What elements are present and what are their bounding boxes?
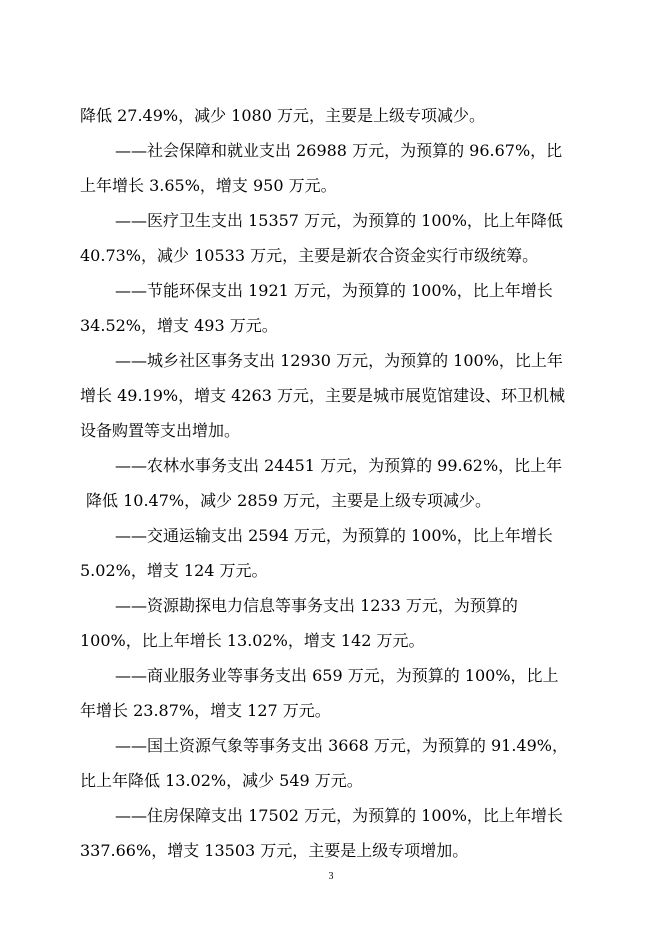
text-line: 337.66%，增支 13503 万元，主要是上级专项增加。	[80, 841, 469, 860]
text-line: 降低 10.47%，减少 2859 万元，主要是上级专项减少。	[86, 491, 491, 510]
text-line: ——商业服务业等事务支出 659 万元，为预算的 100%，比上	[115, 666, 559, 685]
text-line: 上年增长 3.65%，增支 950 万元。	[80, 176, 337, 195]
text-line: 100%，比上年增长 13.02%，增支 142 万元。	[80, 631, 425, 650]
text-line: ——医疗卫生支出 15357 万元，为预算的 100%，比上年降低	[115, 211, 563, 230]
text-line: ——节能环保支出 1921 万元，为预算的 100%，比上年增长	[115, 281, 553, 300]
text-line: ——城乡社区事务支出 12930 万元，为预算的 100%，比上年	[115, 351, 563, 370]
text-line: ——农林水事务支出 24451 万元，为预算的 99.62%，比上年	[115, 456, 563, 475]
text-line: 增长 49.19%，增支 4263 万元，主要是城市展览馆建设、环卫机械	[80, 386, 565, 405]
text-line: ——社会保障和就业支出 26988 万元，为预算的 96.67%，比	[115, 141, 563, 160]
text-line: 40.73%，减少 10533 万元，主要是新农合资金实行市级统筹。	[80, 246, 539, 265]
text-line: 年增长 23.87%，增支 127 万元。	[80, 701, 331, 720]
text-line: 34.52%，增支 493 万元。	[80, 316, 278, 335]
text-line: ——国土资源气象等事务支出 3668 万元，为预算的 91.49%，	[115, 736, 568, 755]
text-line: ——交通运输支出 2594 万元，为预算的 100%，比上年增长	[115, 526, 553, 545]
text-line: 比上年降低 13.02%，减少 549 万元。	[80, 771, 363, 790]
page-number: 3	[328, 871, 334, 882]
text-line: 降低 27.49%，减少 1080 万元，主要是上级专项减少。	[80, 106, 485, 125]
text-line: ——住房保障支出 17502 万元，为预算的 100%，比上年增长	[115, 806, 563, 825]
text-line: 设备购置等支出增加。	[80, 421, 241, 440]
text-line: 5.02%，增支 124 万元。	[80, 561, 268, 580]
text-line: ——资源勘探电力信息等事务支出 1233 万元，为预算的	[115, 596, 518, 615]
